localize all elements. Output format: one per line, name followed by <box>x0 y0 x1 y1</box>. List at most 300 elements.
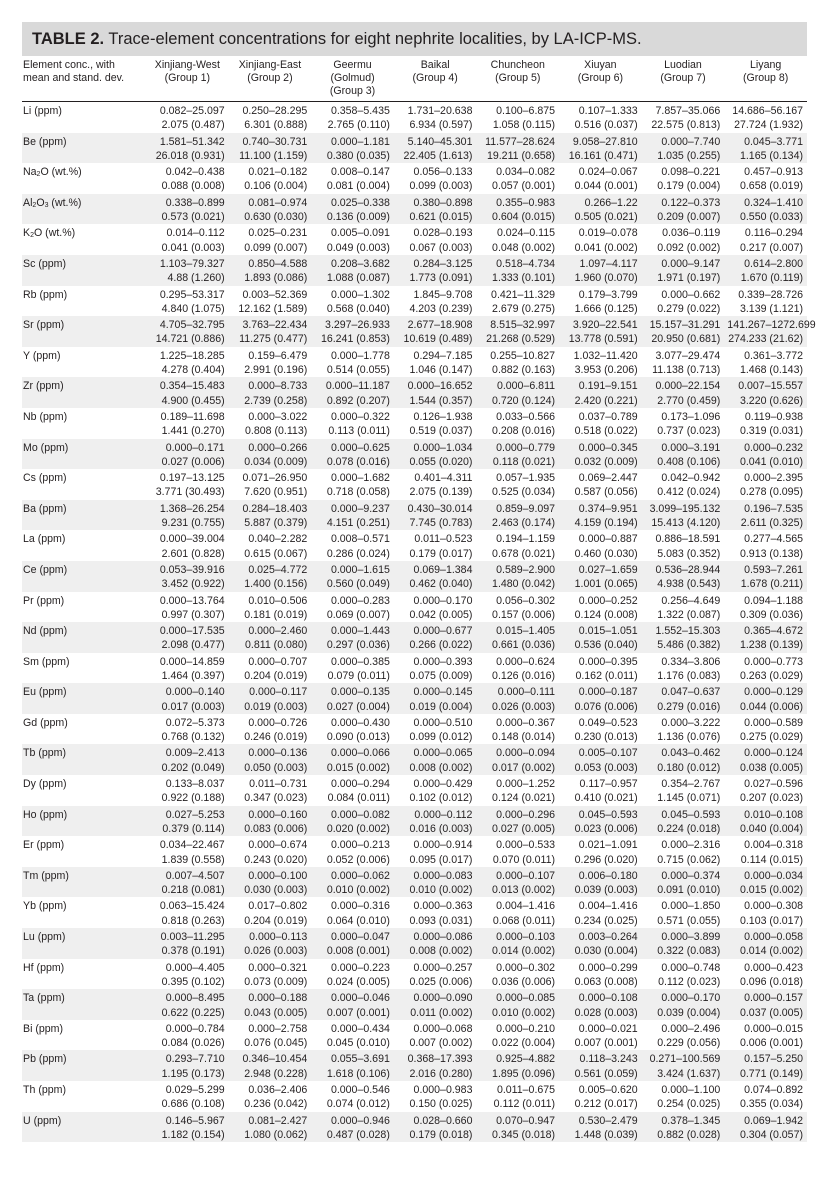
element-name <box>22 377 146 393</box>
element-name <box>22 1081 146 1097</box>
range-cell: 0.530–2.479 <box>559 1112 642 1128</box>
element-name <box>22 561 146 577</box>
range-cell: 0.003–11.295 <box>146 928 229 944</box>
mean-cell: 9.231 (0.755) <box>146 516 229 530</box>
range-cell: 0.000–0.090 <box>394 989 477 1005</box>
table-row-mean <box>22 700 807 714</box>
table-row-range <box>22 377 807 393</box>
range-cell: 0.015–1.405 <box>476 622 559 638</box>
range-cell: 3.099–195.132 <box>642 500 725 516</box>
mean-cell: 0.112 (0.023) <box>658 975 721 988</box>
mean-cell: 0.042 (0.005) <box>409 608 473 621</box>
mean-cell: 0.084 (0.026) <box>161 1037 225 1050</box>
range-cell: 0.000–0.068 <box>413 1022 473 1035</box>
mean-cell: 0.025 (0.006) <box>409 975 473 988</box>
mean-cell: 0.180 (0.012) <box>642 761 725 775</box>
blank-cell <box>22 1067 146 1081</box>
mean-cell: 3.452 (0.922) <box>146 577 229 591</box>
mean-cell: 0.073 (0.009) <box>244 975 308 988</box>
table-row-range <box>22 867 807 883</box>
range-cell: 0.000–1.443 <box>311 622 394 638</box>
table-header-row <box>22 56 807 102</box>
range-cell: 2.677–18.908 <box>394 316 477 332</box>
table-row-range <box>22 683 807 699</box>
mean-cell: 7.745 (0.783) <box>394 516 477 530</box>
element-name <box>22 744 146 760</box>
range-cell: 0.069–2.447 <box>578 472 638 485</box>
range-cell: 0.000–0.946 <box>311 1112 394 1128</box>
column-group: (Group 2) <box>247 72 293 84</box>
range-cell: 1.368–26.254 <box>146 500 229 516</box>
mean-cell: 0.246 (0.019) <box>244 731 308 744</box>
mean-cell: 0.304 (0.057) <box>724 1128 807 1142</box>
range-cell: 1.097–4.117 <box>559 255 642 271</box>
range-cell: 0.000–1.302 <box>330 288 390 301</box>
mean-cell: 0.150 (0.025) <box>409 1098 473 1111</box>
mean-cell: 2.991 (0.196) <box>244 364 308 377</box>
mean-cell: 0.737 (0.023) <box>657 425 721 438</box>
range-cell: 0.000–0.117 <box>229 683 312 699</box>
range-cell: 0.000–6.811 <box>476 377 559 393</box>
mean-cell: 0.279 (0.016) <box>642 700 725 714</box>
mean-cell: 0.768 (0.132) <box>161 731 225 744</box>
range-cell: 14.686–56.167 <box>732 105 803 117</box>
element-name <box>22 439 146 455</box>
range-cell: 0.063–15.424 <box>159 900 225 913</box>
range-cell: 0.100–6.875 <box>496 105 556 117</box>
mean-cell: 0.379 (0.114) <box>146 822 229 836</box>
range-cell: 0.011–0.731 <box>249 778 308 791</box>
table-row-range <box>22 133 807 149</box>
range-cell: 0.000–0.367 <box>496 716 556 729</box>
mean-cell: 0.076 (0.006) <box>559 700 642 714</box>
blank-cell <box>22 914 146 928</box>
range-cell: 11.577–28.624 <box>476 133 559 149</box>
mean-cell: 0.096 (0.018) <box>739 975 803 988</box>
range-cell: 3.920–22.541 <box>559 316 642 332</box>
element-unit: (ppm) <box>31 105 62 117</box>
range-cell: 0.346–10.454 <box>229 1050 312 1066</box>
mean-cell: 0.091 (0.010) <box>642 883 725 897</box>
element-symbol: K <box>23 227 31 240</box>
mean-cell: 1.670 (0.119) <box>724 271 807 285</box>
mean-cell: 0.039 (0.004) <box>642 1006 725 1020</box>
column-locality: Xiuyan <box>584 59 617 71</box>
mean-cell: 0.217 (0.007) <box>739 241 803 254</box>
element-symbol: Sm <box>23 655 39 668</box>
range-cell: 0.000–3.222 <box>661 716 721 729</box>
range-cell: 7.857–35.066 <box>655 105 721 117</box>
mean-cell: 0.560 (0.049) <box>311 577 394 591</box>
range-cell: 0.000–0.257 <box>413 961 473 974</box>
mean-cell: 0.462 (0.040) <box>394 577 477 591</box>
mean-cell: 0.686 (0.108) <box>161 1098 225 1111</box>
range-cell: 0.000–0.983 <box>413 1084 473 1096</box>
mean-cell: 0.070 (0.011) <box>492 853 556 866</box>
table-row-range <box>22 469 807 485</box>
mean-cell: 2.075 (0.487) <box>161 119 225 132</box>
element-symbol: Th <box>23 1084 36 1096</box>
range-cell: 0.021–1.091 <box>578 839 638 852</box>
range-cell: 0.049–0.523 <box>578 716 638 729</box>
range-cell: 0.000–0.085 <box>476 989 559 1005</box>
range-cell: 0.036–0.119 <box>662 227 721 240</box>
mean-cell: 0.818 (0.263) <box>161 914 225 927</box>
range-cell: 0.293–7.710 <box>146 1050 229 1066</box>
blank-cell <box>22 271 146 285</box>
mean-cell: 27.724 (1.932) <box>734 119 803 132</box>
mean-cell: 0.079 (0.011) <box>327 669 390 682</box>
range-cell: 1.845–9.708 <box>413 288 473 301</box>
mean-cell: 1.001 (0.065) <box>559 577 642 591</box>
mean-cell: 1.678 (0.211) <box>724 577 807 591</box>
column-locality: Baikal <box>420 59 450 71</box>
mean-cell: 2.679 (0.275) <box>492 302 556 315</box>
table-row-mean <box>22 394 807 408</box>
range-cell: 0.000–0.294 <box>330 778 390 791</box>
element-unit: (ppm) <box>36 563 68 576</box>
mean-cell: 2.016 (0.280) <box>394 1067 477 1081</box>
mean-cell: 0.536 (0.040) <box>559 638 642 652</box>
mean-cell: 0.010 (0.002) <box>394 883 477 897</box>
range-cell: 0.000–0.677 <box>394 622 477 638</box>
mean-cell: 0.023 (0.006) <box>559 822 642 836</box>
range-cell: 0.196–7.535 <box>724 500 807 516</box>
range-cell: 0.000–0.170 <box>413 594 473 607</box>
mean-cell: 5.486 (0.382) <box>642 638 725 652</box>
mean-cell: 1.971 (0.197) <box>642 271 725 285</box>
mean-cell: 4.151 (0.251) <box>311 516 394 530</box>
blank-cell <box>22 944 146 958</box>
mean-cell: 0.039 (0.003) <box>559 883 642 897</box>
range-cell: 0.189–11.698 <box>160 410 225 423</box>
range-cell: 0.000–9.237 <box>311 500 394 516</box>
mean-cell: 0.106 (0.004) <box>244 180 308 193</box>
element-unit: (ppm) <box>37 716 68 729</box>
range-cell: 0.000–0.252 <box>578 594 638 607</box>
table-row-mean <box>22 883 807 897</box>
range-cell: 0.000–0.784 <box>165 1022 225 1035</box>
element-name <box>22 286 146 302</box>
mean-cell: 16.161 (0.471) <box>559 149 642 163</box>
mean-cell: 0.124 (0.021) <box>492 792 556 805</box>
table-row-mean <box>22 822 807 836</box>
range-cell: 0.614–2.800 <box>724 255 807 271</box>
range-cell: 0.000–0.779 <box>476 439 559 455</box>
column-locality: Chuncheon <box>490 59 545 71</box>
range-cell: 0.000–0.213 <box>330 839 390 852</box>
mean-cell: 11.100 (1.159) <box>229 149 312 163</box>
element-name <box>22 255 146 271</box>
element-unit: (ppm) <box>36 808 68 821</box>
mean-cell: 0.040 (0.004) <box>724 822 807 836</box>
range-cell: 0.430–30.014 <box>394 500 477 516</box>
mean-cell: 0.661 (0.036) <box>476 638 559 652</box>
range-cell: 0.380–0.898 <box>394 194 477 210</box>
table-row-range <box>22 500 807 516</box>
blank-cell <box>22 791 146 805</box>
element-unit: (ppm) <box>33 961 65 974</box>
mean-cell: 7.620 (0.951) <box>244 486 308 499</box>
range-cell: 0.354–2.767 <box>661 778 721 791</box>
column-header <box>311 56 394 102</box>
range-cell: 0.361–3.772 <box>744 349 803 362</box>
element-name <box>22 194 146 210</box>
mean-cell: 1.773 (0.091) <box>394 271 477 285</box>
range-cell: 0.000–0.707 <box>248 655 308 668</box>
mean-cell: 0.254 (0.025) <box>657 1098 721 1111</box>
element-name <box>22 806 146 822</box>
mean-cell: 0.410 (0.021) <box>574 792 638 805</box>
column-group: (Group 8) <box>742 72 789 84</box>
mean-cell: 0.008 (0.001) <box>311 944 394 958</box>
mean-cell: 2.765 (0.110) <box>327 119 390 132</box>
mean-cell: 0.008 (0.002) <box>394 944 477 958</box>
mean-cell: 20.950 (0.681) <box>642 332 725 346</box>
element-symbol: Cs <box>23 472 36 485</box>
element-symbol: Bi <box>23 1022 33 1035</box>
mean-cell: 0.015 (0.002) <box>724 883 807 897</box>
mean-cell: 0.027 (0.006) <box>146 455 229 469</box>
element-symbol: Lu <box>23 931 35 944</box>
blank-cell <box>22 516 146 530</box>
blank-cell <box>22 547 146 561</box>
range-cell: 0.003–0.264 <box>559 928 642 944</box>
mean-cell: 0.234 (0.025) <box>574 914 638 927</box>
range-cell: 0.000–0.103 <box>476 928 559 944</box>
table-row-range <box>22 255 807 271</box>
range-cell: 0.107–1.333 <box>578 105 638 117</box>
element-name <box>22 316 146 332</box>
table-row-range <box>22 561 807 577</box>
range-cell: 0.324–1.410 <box>724 194 807 210</box>
range-cell: 0.005–0.091 <box>330 227 390 240</box>
range-cell: 0.057–1.935 <box>496 472 556 485</box>
element-subscript: 2 <box>30 232 34 240</box>
element-unit: (ppm) <box>33 839 65 852</box>
mean-cell: 0.378 (0.191) <box>146 944 229 958</box>
mean-cell: 0.487 (0.028) <box>311 1128 394 1142</box>
range-cell: 0.045–0.593 <box>642 806 725 822</box>
range-cell: 0.000–7.740 <box>642 133 725 149</box>
range-cell: 0.000–39.004 <box>159 533 225 546</box>
table-row-range <box>22 1112 807 1128</box>
range-cell: 0.011–0.523 <box>414 533 473 546</box>
range-cell: 0.208–3.682 <box>311 255 394 271</box>
mean-cell: 0.103 (0.017) <box>739 914 803 927</box>
range-cell: 0.000–0.299 <box>578 961 638 974</box>
mean-cell: 0.573 (0.021) <box>146 210 229 224</box>
range-cell: 0.179–3.799 <box>578 288 638 301</box>
element-name <box>22 897 146 913</box>
blank-cell <box>22 424 146 438</box>
element-unit: (ppm) <box>36 288 68 301</box>
element-name <box>22 775 146 791</box>
element-name <box>22 1020 146 1036</box>
element-unit: (ppm) <box>35 135 67 148</box>
mean-cell: 0.380 (0.035) <box>311 149 394 163</box>
table-row-mean <box>22 424 807 438</box>
range-cell: 0.338–0.899 <box>146 194 229 210</box>
mean-cell: 0.057 (0.001) <box>492 180 556 193</box>
header-element-column <box>22 56 146 102</box>
mean-cell: 1.088 (0.087) <box>311 271 394 285</box>
range-cell: 0.045–0.593 <box>559 806 642 822</box>
range-cell: 0.116–0.294 <box>744 227 803 240</box>
element-name <box>22 133 146 149</box>
range-cell: 0.925–4.882 <box>476 1050 559 1066</box>
mean-cell: 1.165 (0.134) <box>724 149 807 163</box>
range-cell: 0.025–4.772 <box>229 561 312 577</box>
mean-cell: 0.263 (0.029) <box>739 669 803 682</box>
mean-cell: 0.017 (0.003) <box>146 700 229 714</box>
range-cell: 0.000–0.345 <box>559 439 642 455</box>
range-cell: 0.000–3.022 <box>248 410 308 423</box>
range-cell: 0.069–1.384 <box>394 561 477 577</box>
mean-cell: 0.604 (0.015) <box>476 210 559 224</box>
element-symbol: Hf <box>23 961 34 974</box>
range-cell: 0.378–1.345 <box>642 1112 725 1128</box>
mean-cell: 0.014 (0.002) <box>724 944 807 958</box>
mean-cell: 4.88 (1.260) <box>146 271 229 285</box>
column-header <box>146 56 229 102</box>
mean-cell: 0.811 (0.080) <box>229 638 312 652</box>
range-cell: 0.000–0.674 <box>248 839 308 852</box>
blank-cell <box>22 149 146 163</box>
blank-cell <box>22 332 146 346</box>
element-unit: (ppm) <box>35 1084 66 1096</box>
mean-cell: 0.243 (0.020) <box>244 853 308 866</box>
element-symbol: Ba <box>23 502 36 515</box>
mean-cell: 0.064 (0.010) <box>326 914 390 927</box>
mean-cell: 4.278 (0.404) <box>161 364 225 377</box>
mean-cell: 0.279 (0.022) <box>657 302 721 315</box>
table-row-range <box>22 775 807 791</box>
table-row-mean <box>22 485 807 499</box>
mean-cell: 0.913 (0.138) <box>739 547 803 560</box>
column-group: (Group 4) <box>412 72 458 84</box>
range-cell: 0.284–18.403 <box>229 500 312 516</box>
blank-cell <box>22 883 146 897</box>
range-cell: 0.000–1.778 <box>330 349 390 362</box>
mean-cell: 0.275 (0.029) <box>739 731 803 744</box>
range-cell: 0.000–3.899 <box>642 928 725 944</box>
blank-cell <box>22 455 146 469</box>
mean-cell: 1.618 (0.106) <box>311 1067 394 1081</box>
mean-cell: 0.157 (0.006) <box>492 608 556 621</box>
range-cell: 0.014–0.112 <box>166 227 225 240</box>
mean-cell: 10.619 (0.489) <box>394 332 477 346</box>
mean-cell: 0.027 (0.005) <box>476 822 559 836</box>
table-row-mean <box>22 1036 807 1050</box>
mean-cell: 0.099 (0.007) <box>244 241 308 254</box>
mean-cell: 13.778 (0.591) <box>559 332 642 346</box>
range-cell: 0.518–4.734 <box>476 255 559 271</box>
mean-cell: 0.015 (0.002) <box>311 761 394 775</box>
mean-cell: 0.044 (0.006) <box>724 700 807 714</box>
range-cell: 1.731–20.638 <box>407 105 473 117</box>
mean-cell: 1.544 (0.357) <box>394 394 477 408</box>
element-symbol: Pr <box>23 594 34 607</box>
mean-cell: 0.997 (0.307) <box>161 608 225 621</box>
mean-cell: 0.010 (0.002) <box>476 1006 559 1020</box>
table-row-range <box>22 622 807 638</box>
table-row-range <box>22 744 807 760</box>
mean-cell: 0.550 (0.033) <box>724 210 807 224</box>
range-cell: 0.277–4.565 <box>744 533 803 546</box>
range-cell: 0.025–0.231 <box>248 227 308 240</box>
mean-cell: 0.514 (0.055) <box>326 364 390 377</box>
range-cell: 0.000–0.187 <box>559 683 642 699</box>
mean-cell: 0.102 (0.012) <box>409 792 473 805</box>
mean-cell: 6.934 (0.597) <box>409 119 473 132</box>
mean-cell: 0.030 (0.003) <box>229 883 312 897</box>
element-name <box>22 714 146 730</box>
mean-cell: 11.275 (0.477) <box>229 332 312 346</box>
mean-cell: 0.218 (0.081) <box>146 883 229 897</box>
table-row-range <box>22 1050 807 1066</box>
blank-cell <box>22 363 146 377</box>
element-name <box>22 592 146 608</box>
table-row-range <box>22 1081 807 1097</box>
range-cell: 0.000–0.223 <box>330 961 390 974</box>
element-symbol: Gd <box>23 716 38 729</box>
mean-cell: 0.034 (0.009) <box>229 455 312 469</box>
column-group: (Group 1) <box>164 72 210 84</box>
element-subscript: 2 <box>36 171 41 179</box>
table-row-range <box>22 836 807 852</box>
mean-cell: 0.113 (0.011) <box>328 425 390 438</box>
range-cell: 1.103–79.327 <box>146 255 229 271</box>
range-cell: 0.000–2.395 <box>744 472 803 485</box>
element-unit: (ppm) <box>34 533 66 546</box>
table-title-label: TABLE 2. <box>32 30 105 48</box>
mean-cell: 0.395 (0.102) <box>161 975 225 988</box>
mean-cell: 0.136 (0.009) <box>311 210 394 224</box>
range-cell: 0.421–11.329 <box>491 288 556 301</box>
mean-cell: 0.771 (0.149) <box>724 1067 807 1081</box>
mean-cell: 0.099 (0.012) <box>409 731 473 744</box>
table-row-range <box>22 989 807 1005</box>
mean-cell: 1.182 (0.154) <box>146 1128 229 1142</box>
mean-cell: 0.516 (0.037) <box>574 119 638 132</box>
element-name <box>22 347 146 363</box>
mean-cell: 0.162 (0.011) <box>575 669 638 682</box>
mean-cell: 0.011 (0.002) <box>394 1006 477 1020</box>
range-cell: 0.043–0.462 <box>642 744 725 760</box>
element-name <box>22 622 146 638</box>
table-body <box>22 102 816 1143</box>
table-row-range <box>22 316 807 332</box>
range-cell: 0.040–2.282 <box>248 533 308 546</box>
blank-cell <box>22 1097 146 1111</box>
range-cell: 0.006–0.180 <box>559 867 642 883</box>
mean-cell: 0.204 (0.019) <box>244 914 308 927</box>
range-cell: 0.194–1.159 <box>496 533 556 546</box>
element-symbol: Zr <box>23 380 33 393</box>
table-row-mean <box>22 149 807 163</box>
mean-cell: 1.145 (0.071) <box>657 792 721 805</box>
column-group: (Group 6) <box>577 72 624 84</box>
range-cell: 0.118–3.243 <box>559 1050 642 1066</box>
mean-cell: 0.345 (0.018) <box>476 1128 559 1142</box>
table-row-mean <box>22 577 807 591</box>
range-cell: 0.024–0.067 <box>578 166 638 179</box>
mean-cell: 6.301 (0.888) <box>244 119 308 132</box>
range-cell: 0.027–1.659 <box>559 561 642 577</box>
element-unit: (ppm) <box>37 441 69 454</box>
mean-cell: 0.041 (0.003) <box>161 241 225 254</box>
